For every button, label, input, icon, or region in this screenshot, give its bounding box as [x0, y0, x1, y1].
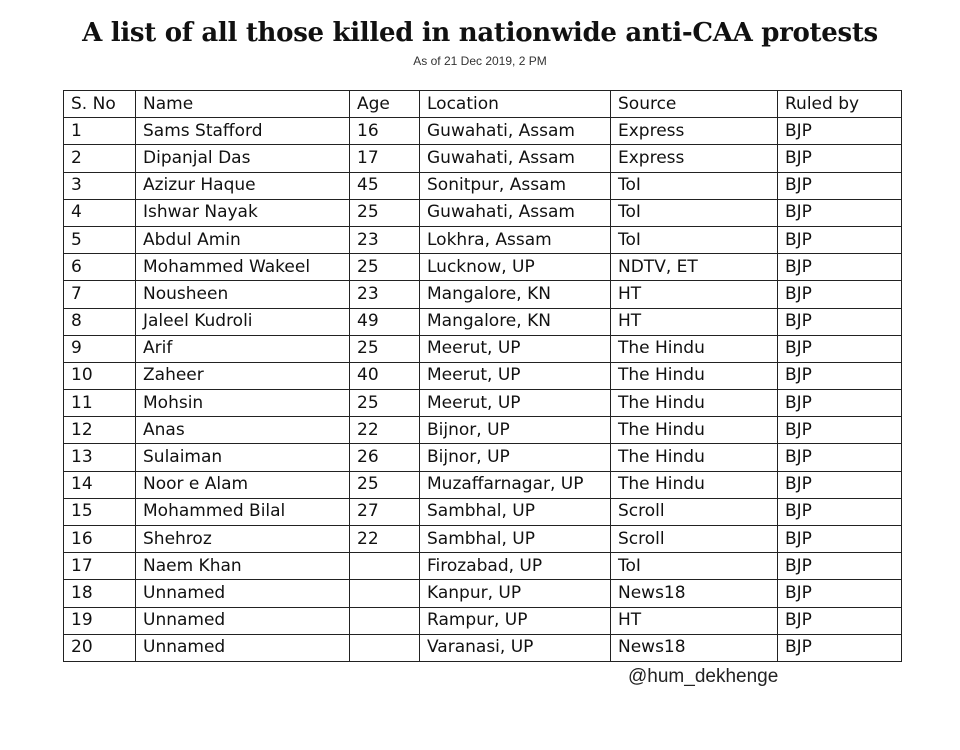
cell-name: Abdul Amin [136, 226, 350, 253]
table-row [64, 444, 902, 471]
cell-location: Guwahati, Assam [420, 199, 611, 226]
cell-name: Mohammed Bilal [136, 498, 350, 525]
cell-location: Meerut, UP [420, 390, 611, 417]
table-row [64, 362, 902, 389]
cell-ruled-by: BJP [778, 254, 902, 281]
cell-source: HT [611, 308, 778, 335]
cell-name: Mohammed Wakeel [136, 254, 350, 281]
cell-name: Nousheen [136, 281, 350, 308]
cell-location: Muzaffarnagar, UP [420, 471, 611, 498]
cell-sno: 19 [64, 607, 136, 634]
cell-location: Mangalore, KN [420, 281, 611, 308]
cell-source: Express [611, 145, 778, 172]
cell-source: The Hindu [611, 390, 778, 417]
cell-sno: 11 [64, 390, 136, 417]
cell-sno: 12 [64, 417, 136, 444]
cell-location: Lucknow, UP [420, 254, 611, 281]
cell-name: Sulaiman [136, 444, 350, 471]
cell-location: Sambhal, UP [420, 526, 611, 553]
footer-handle: @hum_dekhenge [628, 666, 779, 687]
cell-ruled-by: BJP [778, 145, 902, 172]
cell-sno: 7 [64, 281, 136, 308]
cell-source: ToI [611, 199, 778, 226]
table-row [64, 226, 902, 253]
header-sno: S. No [64, 91, 136, 118]
cell-source: ToI [611, 553, 778, 580]
table-row [64, 553, 902, 580]
cell-source: The Hindu [611, 362, 778, 389]
table-row [64, 254, 902, 281]
cell-name: Sams Stafford [136, 118, 350, 145]
cell-source: Scroll [611, 526, 778, 553]
cell-sno: 14 [64, 471, 136, 498]
cell-age: 25 [350, 390, 420, 417]
cell-location: Rampur, UP [420, 607, 611, 634]
cell-source: The Hindu [611, 417, 778, 444]
table-row [64, 281, 902, 308]
table-row [64, 417, 902, 444]
cell-location: Kanpur, UP [420, 580, 611, 607]
cell-name: Dipanjal Das [136, 145, 350, 172]
table-body [64, 118, 902, 662]
cell-ruled-by: BJP [778, 335, 902, 362]
cell-name: Arif [136, 335, 350, 362]
cell-age [350, 607, 420, 634]
cell-ruled-by: BJP [778, 471, 902, 498]
cell-location: Guwahati, Assam [420, 145, 611, 172]
table-row [64, 335, 902, 362]
cell-ruled-by: BJP [778, 390, 902, 417]
cell-sno: 18 [64, 580, 136, 607]
cell-name: Zaheer [136, 362, 350, 389]
cell-source: ToI [611, 226, 778, 253]
table-row [64, 498, 902, 525]
table-header-row [64, 91, 902, 118]
cell-sno: 2 [64, 145, 136, 172]
page-subtitle: As of 21 Dec 2019, 2 PM [413, 54, 547, 68]
cell-ruled-by: BJP [778, 118, 902, 145]
cell-age: 45 [350, 172, 420, 199]
cell-age: 22 [350, 417, 420, 444]
cell-age: 27 [350, 498, 420, 525]
cell-source: The Hindu [611, 471, 778, 498]
table-row [64, 526, 902, 553]
cell-age: 17 [350, 145, 420, 172]
cell-source: News18 [611, 580, 778, 607]
cell-age: 25 [350, 199, 420, 226]
table-row [64, 308, 902, 335]
cell-ruled-by: BJP [778, 417, 902, 444]
cell-ruled-by: BJP [778, 199, 902, 226]
victims-table [63, 90, 902, 662]
cell-source: ToI [611, 172, 778, 199]
cell-source: HT [611, 281, 778, 308]
cell-sno: 13 [64, 444, 136, 471]
cell-age [350, 580, 420, 607]
cell-location: Sonitpur, Assam [420, 172, 611, 199]
table-row [64, 390, 902, 417]
cell-ruled-by: BJP [778, 308, 902, 335]
cell-name: Unnamed [136, 634, 350, 661]
cell-ruled-by: BJP [778, 226, 902, 253]
cell-ruled-by: BJP [778, 362, 902, 389]
cell-age [350, 553, 420, 580]
table-row [64, 471, 902, 498]
header-source: Source [611, 91, 778, 118]
cell-age: 22 [350, 526, 420, 553]
table-header [64, 91, 902, 118]
cell-source: The Hindu [611, 335, 778, 362]
cell-age: 25 [350, 335, 420, 362]
cell-location: Mangalore, KN [420, 308, 611, 335]
cell-sno: 4 [64, 199, 136, 226]
cell-age: 25 [350, 471, 420, 498]
cell-source: HT [611, 607, 778, 634]
cell-name: Ishwar Nayak [136, 199, 350, 226]
cell-name: Naem Khan [136, 553, 350, 580]
cell-age: 40 [350, 362, 420, 389]
cell-location: Lokhra, Assam [420, 226, 611, 253]
cell-source: The Hindu [611, 444, 778, 471]
cell-sno: 15 [64, 498, 136, 525]
header-location: Location [420, 91, 611, 118]
cell-name: Jaleel Kudroli [136, 308, 350, 335]
cell-ruled-by: BJP [778, 526, 902, 553]
table-row [64, 118, 902, 145]
cell-ruled-by: BJP [778, 553, 902, 580]
cell-location: Meerut, UP [420, 362, 611, 389]
table-row [64, 607, 902, 634]
cell-ruled-by: BJP [778, 281, 902, 308]
cell-age: 25 [350, 254, 420, 281]
cell-sno: 20 [64, 634, 136, 661]
header-ruled-by: Ruled by [778, 91, 902, 118]
cell-location: Bijnor, UP [420, 417, 611, 444]
cell-name: Anas [136, 417, 350, 444]
cell-sno: 9 [64, 335, 136, 362]
table-row [64, 199, 902, 226]
header-age: Age [350, 91, 420, 118]
cell-name: Unnamed [136, 580, 350, 607]
cell-sno: 3 [64, 172, 136, 199]
cell-ruled-by: BJP [778, 444, 902, 471]
cell-location: Varanasi, UP [420, 634, 611, 661]
cell-ruled-by: BJP [778, 172, 902, 199]
cell-age: 49 [350, 308, 420, 335]
cell-name: Shehroz [136, 526, 350, 553]
cell-ruled-by: BJP [778, 580, 902, 607]
cell-sno: 10 [64, 362, 136, 389]
cell-name: Unnamed [136, 607, 350, 634]
cell-location: Firozabad, UP [420, 553, 611, 580]
cell-age [350, 634, 420, 661]
cell-ruled-by: BJP [778, 634, 902, 661]
cell-sno: 16 [64, 526, 136, 553]
cell-age: 16 [350, 118, 420, 145]
cell-age: 23 [350, 226, 420, 253]
cell-source: NDTV, ET [611, 254, 778, 281]
cell-name: Azizur Haque [136, 172, 350, 199]
cell-sno: 8 [64, 308, 136, 335]
table-row [64, 145, 902, 172]
cell-sno: 6 [64, 254, 136, 281]
cell-age: 26 [350, 444, 420, 471]
header-name: Name [136, 91, 350, 118]
cell-ruled-by: BJP [778, 607, 902, 634]
table-row [64, 580, 902, 607]
table-row [64, 172, 902, 199]
cell-age: 23 [350, 281, 420, 308]
cell-location: Meerut, UP [420, 335, 611, 362]
cell-source: Express [611, 118, 778, 145]
cell-location: Bijnor, UP [420, 444, 611, 471]
table-row [64, 634, 902, 661]
cell-source: Scroll [611, 498, 778, 525]
cell-name: Mohsin [136, 390, 350, 417]
cell-source: News18 [611, 634, 778, 661]
cell-name: Noor e Alam [136, 471, 350, 498]
cell-sno: 1 [64, 118, 136, 145]
cell-ruled-by: BJP [778, 498, 902, 525]
page-title: A list of all those killed in nationwide anti-CAA protests [82, 18, 878, 48]
cell-sno: 5 [64, 226, 136, 253]
cell-location: Sambhal, UP [420, 498, 611, 525]
cell-location: Guwahati, Assam [420, 118, 611, 145]
cell-sno: 17 [64, 553, 136, 580]
